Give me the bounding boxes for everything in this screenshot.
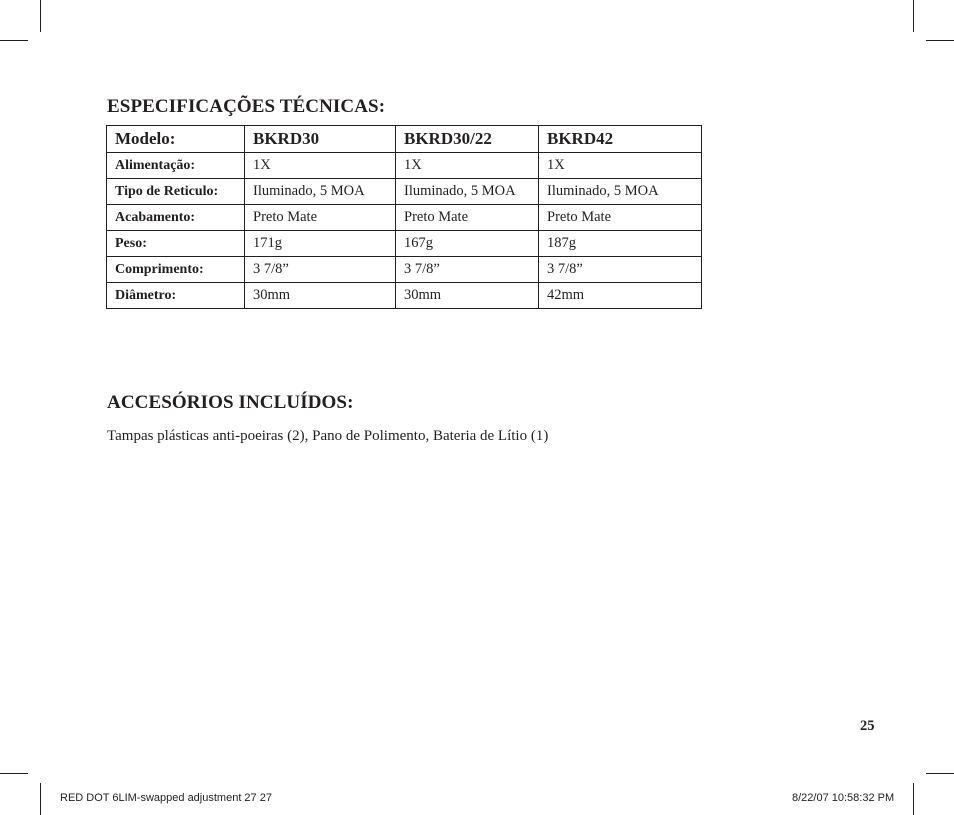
table-row: [107, 179, 702, 205]
table-cell: Preto Mate: [539, 205, 702, 231]
crop-mark: [0, 773, 28, 774]
column-header: BKRD30: [245, 126, 396, 153]
table-cell: 187g: [539, 231, 702, 257]
table-cell: Preto Mate: [245, 205, 396, 231]
page-number: 25: [860, 718, 875, 734]
crop-mark: [40, 0, 41, 32]
table-row: [107, 257, 702, 283]
crop-mark: [913, 783, 914, 815]
row-label: Peso:: [107, 231, 245, 257]
row-label: Acabamento:: [107, 205, 245, 231]
crop-mark: [913, 0, 914, 32]
table-cell: 3 7/8”: [245, 257, 396, 283]
table-cell: Iluminado, 5 MOA: [396, 179, 539, 205]
table-cell: 1X: [245, 153, 396, 179]
table-cell: 3 7/8”: [396, 257, 539, 283]
table-cell: 167g: [396, 231, 539, 257]
row-label: Diâmetro:: [107, 283, 245, 309]
row-label: Comprimento:: [107, 257, 245, 283]
table-header-row: [107, 126, 702, 153]
table-cell: 1X: [396, 153, 539, 179]
table-row: [107, 231, 702, 257]
crop-mark: [40, 783, 41, 815]
table-cell: 30mm: [245, 283, 396, 309]
row-label: Alimentação:: [107, 153, 245, 179]
column-header: BKRD42: [539, 126, 702, 153]
table-row: [107, 205, 702, 231]
table-cell: 1X: [539, 153, 702, 179]
crop-mark: [0, 40, 28, 41]
accessories-heading: ACCESÓRIOS INCLUÍDOS:: [107, 392, 354, 413]
table-row: [107, 283, 702, 309]
row-label: Tipo de Reticulo:: [107, 179, 245, 205]
crop-mark: [926, 773, 954, 774]
table-cell: 3 7/8”: [539, 257, 702, 283]
print-slug-timestamp: 8/22/07 10:58:32 PM: [792, 792, 895, 804]
table-cell: 30mm: [396, 283, 539, 309]
accessories-text: Tampas plásticas anti-poeiras (2), Pano de Polimento, Bateria de Lítio (1): [107, 428, 549, 444]
table-cell: Preto Mate: [396, 205, 539, 231]
table-cell: Iluminado, 5 MOA: [245, 179, 396, 205]
specs-heading: ESPECIFICAÇÕES TÉCNICAS:: [107, 96, 386, 117]
column-header: BKRD30/22: [396, 126, 539, 153]
print-slug-file: RED DOT 6LIM-swapped adjustment 27 27: [60, 792, 272, 804]
table-cell: 171g: [245, 231, 396, 257]
table-row: [107, 153, 702, 179]
crop-mark: [926, 40, 954, 41]
table-cell: 42mm: [539, 283, 702, 309]
specs-table: [106, 125, 702, 309]
column-header: Modelo:: [107, 126, 245, 153]
table-cell: Iluminado, 5 MOA: [539, 179, 702, 205]
